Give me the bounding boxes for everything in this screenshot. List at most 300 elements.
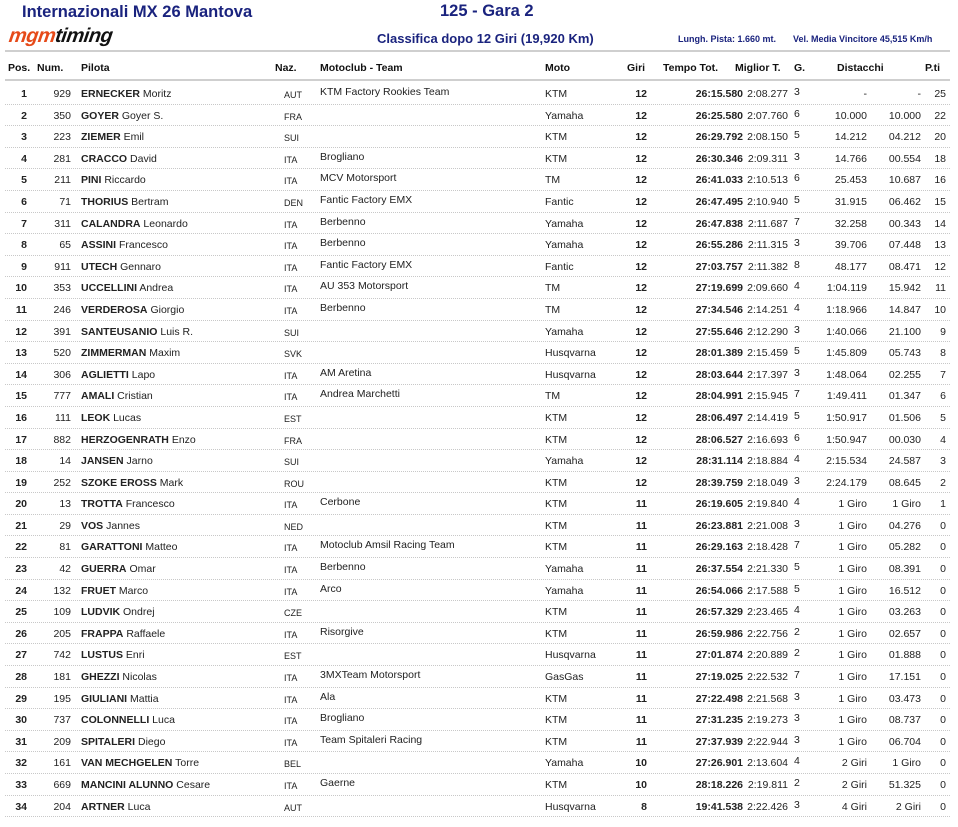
laps: 12 bbox=[635, 152, 647, 165]
table-row bbox=[5, 234, 950, 256]
col-header-g: G. bbox=[794, 62, 806, 74]
position: 2 bbox=[21, 109, 27, 122]
race-number: 13 bbox=[59, 498, 71, 511]
points: 3 bbox=[940, 455, 946, 468]
motorcycle: KTM bbox=[545, 411, 568, 424]
logo-mgm: mgm bbox=[7, 25, 57, 47]
nationality: ITA bbox=[284, 284, 298, 295]
position: 13 bbox=[15, 347, 27, 360]
race-number: 520 bbox=[53, 347, 71, 360]
gap-leader: 1:50.947 bbox=[826, 433, 867, 446]
rider-first-name: Torre bbox=[175, 757, 200, 770]
total-time: 26:15.580 bbox=[695, 88, 743, 100]
points: 0 bbox=[940, 606, 946, 619]
gap-previous: - bbox=[917, 88, 921, 100]
points: 11 bbox=[935, 282, 946, 295]
motoclub-team: Arco bbox=[320, 582, 342, 595]
nationality: ITA bbox=[284, 500, 298, 511]
laps: 11 bbox=[635, 584, 647, 597]
rider-first-name: Emil bbox=[123, 131, 145, 144]
rider-first-name: Marco bbox=[118, 584, 149, 597]
motoclub-team: Team Spitaleri Racing bbox=[320, 733, 423, 746]
track-length: Lungh. Pista: 1.660 mt. bbox=[678, 34, 777, 44]
nationality: ITA bbox=[284, 305, 298, 316]
nationality: NED bbox=[284, 521, 304, 532]
motorcycle: Fantic bbox=[545, 195, 574, 208]
motorcycle: TM bbox=[545, 282, 561, 295]
race-number: 195 bbox=[53, 692, 71, 705]
motoclub-team: Brogliano bbox=[320, 712, 365, 725]
motorcycle: Yamaha bbox=[545, 325, 584, 338]
best-lap: 2:09.660 bbox=[747, 282, 788, 295]
race-number: 65 bbox=[59, 239, 71, 252]
motorcycle: KTM bbox=[545, 519, 568, 532]
gap-previous: 08.471 bbox=[888, 260, 921, 273]
best-lap-number: 6 bbox=[794, 172, 800, 185]
rider-first-name: Cristian bbox=[117, 390, 153, 403]
gap-previous: 16.512 bbox=[888, 584, 921, 597]
gap-previous: 24.587 bbox=[888, 455, 921, 468]
best-lap: 2:22.532 bbox=[747, 671, 788, 684]
gap-leader: 1 Giro bbox=[838, 519, 867, 532]
rider-name bbox=[81, 779, 210, 791]
motorcycle: TM bbox=[545, 174, 561, 187]
col-header-distacchi: Distacchi bbox=[837, 62, 884, 74]
position: 27 bbox=[15, 649, 27, 662]
rider-first-name: Leonardo bbox=[143, 217, 188, 230]
gap-leader: 1 Giro bbox=[838, 692, 867, 705]
rider-name bbox=[81, 174, 146, 186]
rider-last-name: VERDEROSA bbox=[81, 303, 148, 316]
race-number: 911 bbox=[54, 260, 71, 273]
best-lap: 2:21.568 bbox=[747, 692, 788, 705]
position: 21 bbox=[15, 519, 27, 532]
points: 6 bbox=[940, 390, 946, 403]
laps: 12 bbox=[635, 174, 647, 187]
best-lap: 2:07.760 bbox=[747, 109, 788, 122]
total-time: 27:22.498 bbox=[695, 692, 743, 705]
rider-last-name: SPITALERI bbox=[81, 735, 136, 748]
total-time: 26:54.066 bbox=[695, 584, 743, 597]
race-number: 204 bbox=[53, 800, 71, 813]
points: 25 bbox=[934, 88, 946, 100]
table-row bbox=[5, 299, 950, 321]
motoclub-team: Cerbone bbox=[320, 496, 361, 509]
rider-name bbox=[81, 304, 184, 316]
gap-previous: 02.255 bbox=[888, 368, 921, 381]
laps: 11 bbox=[635, 498, 647, 511]
laps: 10 bbox=[635, 757, 647, 770]
col-header-naz: Naz. bbox=[275, 62, 297, 74]
race-number: 42 bbox=[59, 563, 71, 576]
motoclub-team: Brogliano bbox=[320, 150, 365, 163]
gap-leader: 1 Giro bbox=[838, 584, 867, 597]
best-lap-number: 3 bbox=[794, 712, 800, 725]
table-row bbox=[5, 321, 950, 343]
gap-previous: 07.448 bbox=[888, 239, 921, 252]
gap-previous: 1 Giro bbox=[892, 498, 921, 511]
rider-name bbox=[81, 390, 153, 402]
best-lap-number: 7 bbox=[794, 669, 800, 682]
table-row bbox=[5, 83, 950, 105]
points: 0 bbox=[940, 735, 946, 748]
table-row bbox=[5, 536, 950, 558]
table-row bbox=[5, 709, 950, 731]
nationality: ROU bbox=[284, 478, 304, 489]
points: 18 bbox=[934, 152, 946, 165]
laps: 12 bbox=[635, 260, 647, 273]
gap-leader: 39.706 bbox=[834, 239, 867, 252]
nationality: CZE bbox=[284, 608, 302, 619]
rider-first-name: Luca bbox=[127, 800, 151, 813]
points: 1 bbox=[940, 498, 946, 511]
laps: 12 bbox=[635, 347, 647, 360]
gap-leader: 31.915 bbox=[834, 195, 867, 208]
gap-previous: 1 Giro bbox=[892, 757, 921, 770]
race-number: 929 bbox=[53, 88, 71, 100]
motoclub-team: Fantic Factory EMX bbox=[320, 193, 413, 206]
table-row bbox=[5, 407, 950, 429]
position: 12 bbox=[15, 325, 27, 338]
table-row bbox=[5, 666, 950, 688]
best-lap-number: 3 bbox=[794, 690, 800, 703]
points: 22 bbox=[934, 109, 946, 122]
position: 16 bbox=[15, 411, 27, 424]
points: 9 bbox=[940, 325, 946, 338]
gap-leader: 1 Giro bbox=[838, 649, 867, 662]
points: 14 bbox=[934, 217, 946, 230]
laps: 11 bbox=[635, 627, 647, 640]
best-lap-number: 3 bbox=[794, 798, 800, 811]
best-lap: 2:22.426 bbox=[747, 800, 788, 813]
best-lap: 2:10.940 bbox=[747, 195, 788, 208]
position: 26 bbox=[15, 627, 27, 640]
motorcycle: Fantic bbox=[545, 260, 574, 273]
position: 3 bbox=[21, 131, 27, 144]
gap-previous: 04.212 bbox=[888, 131, 921, 144]
laps: 12 bbox=[635, 411, 647, 424]
motoclub-team: 3MXTeam Motorsport bbox=[320, 669, 421, 682]
table-row bbox=[5, 169, 950, 191]
mgmtiming-logo bbox=[7, 25, 114, 48]
motorcycle: KTM bbox=[545, 627, 568, 640]
rider-last-name: HERZOGENRATH bbox=[81, 433, 169, 446]
gap-previous: 06.704 bbox=[888, 735, 921, 748]
rider-last-name: COLONNELLI bbox=[81, 714, 150, 727]
best-lap: 2:20.889 bbox=[747, 649, 788, 662]
table-row bbox=[5, 429, 950, 451]
rider-name bbox=[81, 628, 165, 640]
points: 15 bbox=[934, 195, 946, 208]
motorcycle: KTM bbox=[545, 131, 568, 144]
nationality: SVK bbox=[284, 349, 303, 360]
best-lap-number: 5 bbox=[794, 409, 800, 422]
best-lap-number: 4 bbox=[794, 755, 800, 768]
rider-last-name: GUERRA bbox=[81, 563, 127, 576]
total-time: 26:25.580 bbox=[695, 109, 743, 122]
rider-name bbox=[81, 455, 153, 467]
rider-name bbox=[81, 563, 156, 575]
rider-first-name: Mattia bbox=[130, 692, 159, 705]
col-header-giri: Giri bbox=[627, 62, 646, 74]
nationality: ITA bbox=[284, 781, 298, 791]
table-row bbox=[5, 364, 950, 386]
table-row bbox=[5, 623, 950, 645]
nationality: SUI bbox=[284, 327, 300, 338]
total-time: 28:06.497 bbox=[695, 411, 743, 424]
logo-timing: timing bbox=[53, 25, 114, 47]
motoclub-team: MCV Motorsport bbox=[320, 172, 397, 185]
rider-last-name: ASSINI bbox=[81, 239, 117, 252]
rider-first-name: Enzo bbox=[171, 433, 196, 446]
nationality: ITA bbox=[284, 629, 298, 640]
points: 12 bbox=[934, 260, 946, 273]
rider-name bbox=[81, 239, 168, 251]
best-lap: 2:11.315 bbox=[747, 239, 788, 252]
rider-name bbox=[81, 693, 159, 705]
total-time: 26:59.986 bbox=[695, 627, 743, 640]
motorcycle: GasGas bbox=[545, 671, 584, 684]
gap-leader: 1:50.917 bbox=[826, 411, 867, 424]
gap-leader: 1 Giro bbox=[838, 714, 867, 727]
position: 8 bbox=[21, 239, 27, 252]
nationality: SUI bbox=[284, 457, 300, 468]
gap-previous: 01.506 bbox=[888, 411, 921, 424]
gap-previous: 08.645 bbox=[888, 476, 921, 489]
rider-last-name: ZIEMER bbox=[81, 131, 121, 144]
best-lap: 2:22.944 bbox=[747, 735, 788, 748]
motorcycle: Yamaha bbox=[545, 584, 584, 597]
rider-first-name: Lapo bbox=[131, 368, 156, 381]
gap-leader: 1 Giro bbox=[838, 671, 867, 684]
total-time: 27:19.025 bbox=[695, 671, 743, 684]
nationality: SUI bbox=[284, 133, 300, 144]
total-time: 28:31.114 bbox=[696, 455, 743, 468]
position: 23 bbox=[15, 563, 27, 576]
table-row bbox=[5, 580, 950, 602]
points: 16 bbox=[934, 174, 946, 187]
event-title: Internazionali MX 26 Mantova bbox=[22, 3, 253, 21]
motorcycle: KTM bbox=[545, 692, 568, 705]
rider-first-name: Mark bbox=[159, 476, 184, 489]
position: 31 bbox=[15, 735, 27, 748]
total-time: 28:18.226 bbox=[695, 779, 743, 791]
rider-name bbox=[81, 110, 163, 122]
laps: 12 bbox=[635, 282, 647, 295]
total-time: 27:19.699 bbox=[695, 282, 743, 295]
motoclub-team: Andrea Marchetti bbox=[320, 388, 400, 401]
col-header-points: P.ti bbox=[925, 62, 940, 74]
rider-last-name: UCCELLINI bbox=[81, 282, 137, 295]
total-time: 26:23.881 bbox=[695, 519, 743, 532]
rider-last-name: VOS bbox=[81, 519, 104, 532]
race-number: 311 bbox=[54, 217, 71, 230]
points: 0 bbox=[940, 714, 946, 727]
table-row bbox=[5, 493, 950, 515]
best-lap-number: 7 bbox=[794, 215, 800, 228]
rider-last-name: AGLIETTI bbox=[81, 368, 129, 381]
total-time: 27:55.646 bbox=[695, 325, 743, 338]
rider-last-name: FRAPPA bbox=[81, 627, 124, 640]
rider-name bbox=[81, 714, 175, 726]
gap-previous: 51.325 bbox=[888, 779, 921, 791]
rider-first-name: Omar bbox=[129, 563, 156, 576]
rider-name bbox=[81, 88, 171, 100]
race-number: 391 bbox=[53, 325, 71, 338]
motoclub-team: AM Aretina bbox=[320, 366, 372, 379]
rider-first-name: Cesare bbox=[176, 779, 211, 791]
best-lap-number: 6 bbox=[794, 107, 800, 120]
best-lap: 2:12.290 bbox=[747, 325, 788, 338]
best-lap-number: 3 bbox=[794, 150, 800, 163]
best-lap-number: 2 bbox=[794, 625, 800, 638]
best-lap-number: 7 bbox=[794, 388, 800, 401]
laps: 12 bbox=[635, 217, 647, 230]
position: 11 bbox=[15, 303, 27, 316]
race-number: 353 bbox=[53, 282, 71, 295]
best-lap-number: 4 bbox=[794, 496, 800, 509]
gap-leader: 1:49.411 bbox=[826, 390, 867, 403]
nationality: ITA bbox=[284, 176, 298, 187]
gap-previous: 10.000 bbox=[888, 109, 921, 122]
rider-last-name: VAN MECHGELEN bbox=[81, 757, 173, 770]
table-row bbox=[5, 385, 950, 407]
gap-leader: 48.177 bbox=[834, 260, 867, 273]
nationality: FRA bbox=[284, 435, 302, 446]
motorcycle: KTM bbox=[545, 498, 568, 511]
rider-name bbox=[81, 541, 177, 553]
position: 10 bbox=[15, 282, 27, 295]
race-number: 669 bbox=[53, 779, 71, 791]
table-row bbox=[5, 148, 950, 170]
best-lap: 2:18.428 bbox=[747, 541, 788, 554]
position: 1 bbox=[21, 88, 27, 100]
nationality: EST bbox=[284, 651, 302, 662]
total-time: 19:41.538 bbox=[695, 800, 743, 813]
motorcycle: TM bbox=[545, 390, 561, 403]
best-lap-number: 5 bbox=[794, 345, 800, 358]
best-lap: 2:11.382 bbox=[747, 260, 788, 273]
race-number: 71 bbox=[59, 195, 71, 208]
total-time: 26:57.329 bbox=[695, 606, 743, 619]
race-number: 737 bbox=[53, 714, 71, 727]
laps: 12 bbox=[635, 476, 647, 489]
gap-leader: 1 Giro bbox=[838, 541, 867, 554]
nationality: ITA bbox=[284, 262, 298, 273]
gap-previous: 04.276 bbox=[888, 519, 921, 532]
gap-leader: 1 Giro bbox=[838, 606, 867, 619]
position: 33 bbox=[15, 779, 27, 791]
motorcycle: Yamaha bbox=[545, 563, 584, 576]
race-number: 281 bbox=[53, 152, 71, 165]
best-lap-number: 5 bbox=[794, 582, 800, 595]
rider-first-name: Maxim bbox=[149, 347, 181, 360]
laps: 11 bbox=[635, 606, 647, 619]
gap-leader: - bbox=[863, 88, 867, 100]
race-number: 205 bbox=[53, 627, 71, 640]
rider-last-name: LUDVIK bbox=[81, 606, 121, 619]
best-lap: 2:17.397 bbox=[747, 368, 788, 381]
gap-leader: 1:04.119 bbox=[826, 282, 867, 295]
rider-first-name: Lucas bbox=[113, 411, 142, 424]
rider-last-name: GARATTONI bbox=[81, 541, 143, 554]
points: 0 bbox=[940, 671, 946, 684]
race-number: 306 bbox=[53, 368, 71, 381]
rider-name bbox=[81, 131, 144, 143]
nationality: ITA bbox=[284, 392, 298, 403]
total-time: 27:01.874 bbox=[695, 649, 743, 662]
best-lap-number: 3 bbox=[794, 474, 800, 487]
best-lap-number: 5 bbox=[794, 561, 800, 574]
best-lap: 2:08.150 bbox=[747, 131, 788, 144]
race-number: 181 bbox=[53, 671, 71, 684]
rider-name bbox=[81, 606, 155, 618]
rider-name bbox=[81, 326, 193, 338]
points: 0 bbox=[940, 519, 946, 532]
laps: 11 bbox=[635, 563, 647, 576]
rider-name bbox=[81, 282, 173, 294]
points: 0 bbox=[940, 692, 946, 705]
table-row bbox=[5, 601, 950, 623]
total-time: 28:04.991 bbox=[695, 390, 743, 403]
points: 7 bbox=[940, 368, 946, 381]
laps: 12 bbox=[635, 195, 647, 208]
best-lap: 2:21.008 bbox=[747, 519, 788, 532]
rider-last-name: TROTTA bbox=[81, 498, 123, 511]
points: 0 bbox=[940, 541, 946, 554]
race-number: 29 bbox=[59, 519, 71, 532]
total-time: 27:34.546 bbox=[695, 303, 743, 316]
winner-average-speed: Vel. Media Vincitore 45,515 Km/h bbox=[793, 34, 933, 44]
race-number: 81 bbox=[59, 541, 71, 554]
position: 25 bbox=[15, 606, 27, 619]
header-divider-bottom bbox=[5, 79, 950, 81]
total-time: 26:41.033 bbox=[695, 174, 743, 187]
total-time: 27:03.757 bbox=[695, 260, 743, 273]
position: 4 bbox=[21, 152, 27, 165]
position: 30 bbox=[15, 714, 27, 727]
motorcycle: KTM bbox=[545, 779, 568, 791]
motorcycle: KTM bbox=[545, 735, 568, 748]
position: 6 bbox=[21, 195, 27, 208]
position: 7 bbox=[21, 217, 27, 230]
gap-leader: 1:45.809 bbox=[826, 347, 867, 360]
rider-name bbox=[81, 218, 188, 230]
gap-previous: 2 Giri bbox=[895, 800, 921, 813]
best-lap-number: 3 bbox=[794, 366, 800, 379]
rider-first-name: Andrea bbox=[139, 282, 174, 295]
motorcycle: Yamaha bbox=[545, 217, 584, 230]
nationality: ITA bbox=[284, 716, 298, 727]
rider-name bbox=[81, 196, 169, 208]
nationality: AUT bbox=[284, 90, 302, 100]
best-lap: 2:14.251 bbox=[747, 303, 788, 316]
position: 24 bbox=[15, 584, 27, 597]
laps: 11 bbox=[635, 735, 647, 748]
laps: 10 bbox=[635, 779, 647, 791]
gap-leader: 1 Giro bbox=[838, 498, 867, 511]
gap-previous: 08.391 bbox=[888, 563, 921, 576]
col-header-pilota: Pilota bbox=[81, 62, 110, 74]
total-time: 26:47.838 bbox=[695, 217, 743, 230]
laps: 12 bbox=[635, 88, 647, 100]
points: 0 bbox=[940, 584, 946, 597]
rider-last-name: PINI bbox=[81, 174, 102, 187]
motorcycle: KTM bbox=[545, 88, 568, 100]
gap-previous: 08.737 bbox=[888, 714, 921, 727]
motorcycle: Yamaha bbox=[545, 239, 584, 252]
gap-previous: 00.554 bbox=[888, 152, 921, 165]
